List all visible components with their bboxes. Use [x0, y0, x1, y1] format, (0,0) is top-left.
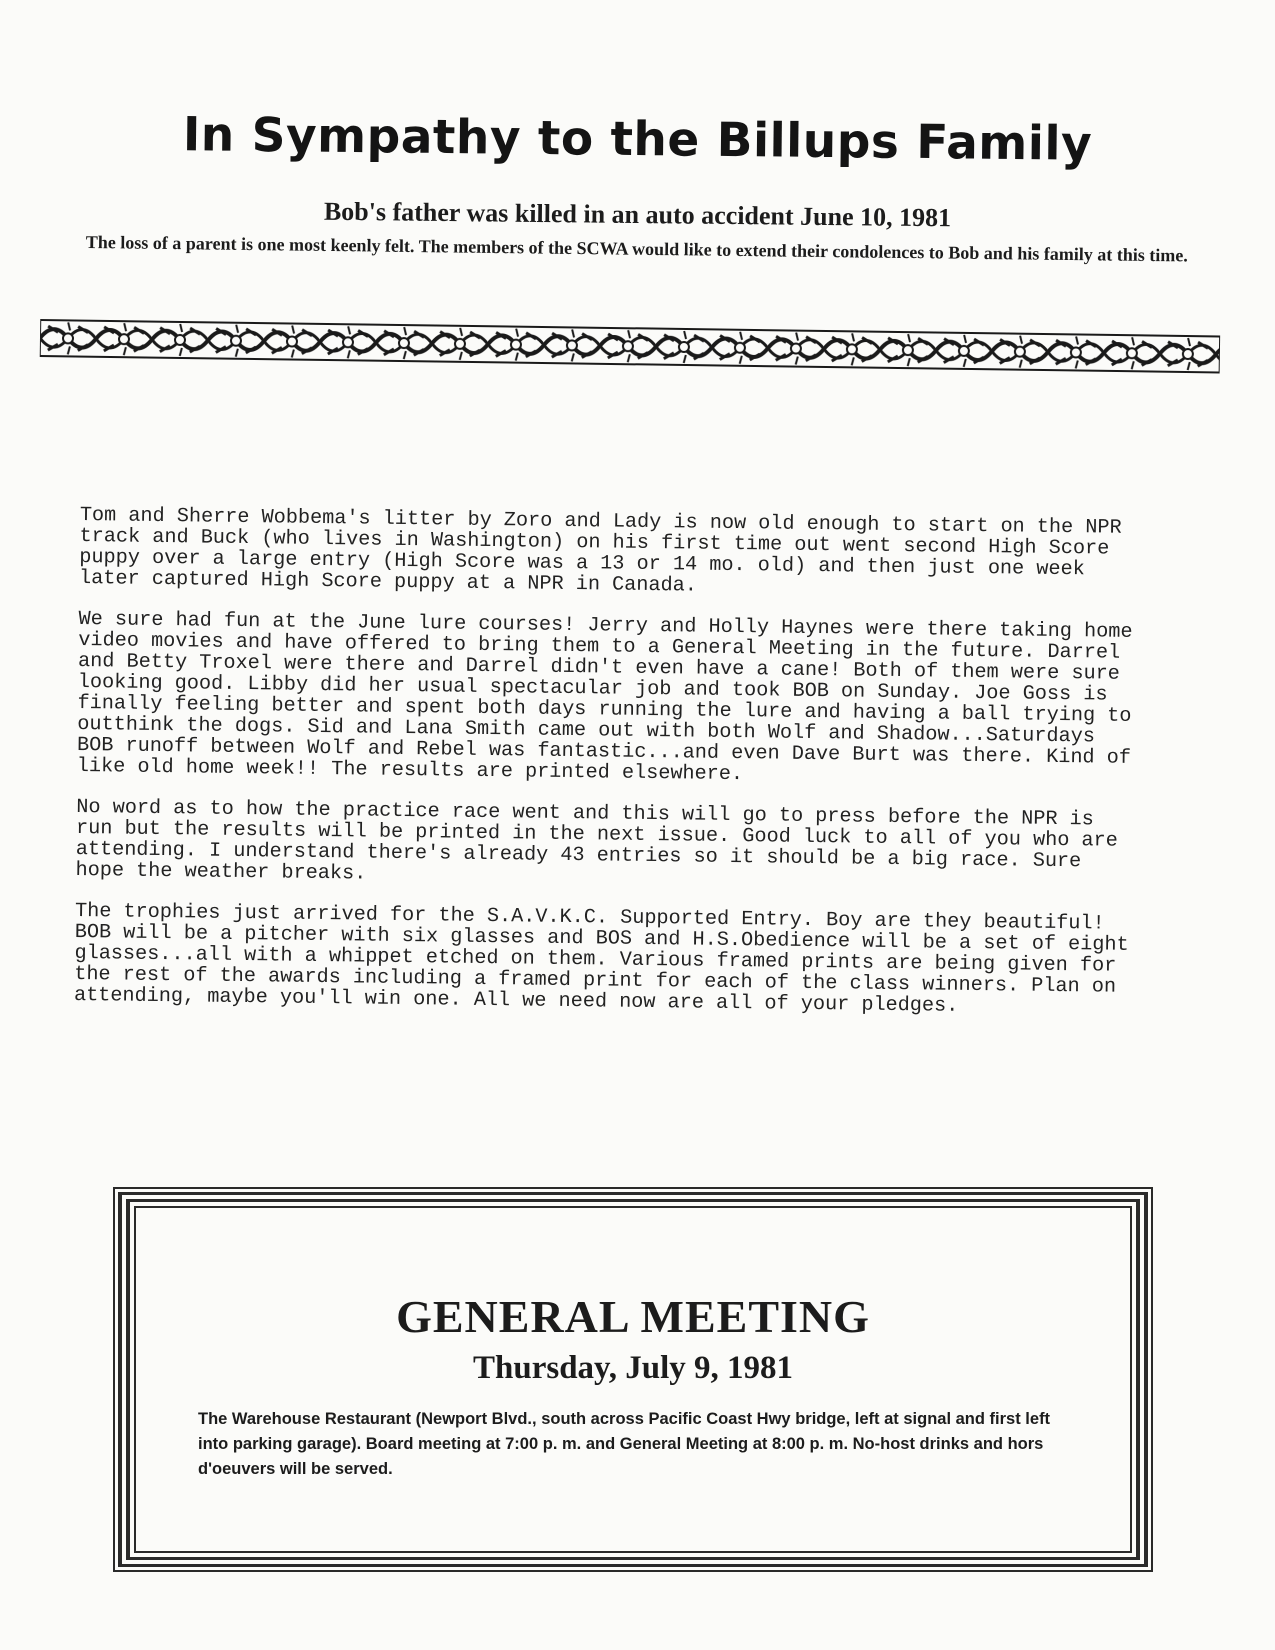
condolence-message: The loss of a parent is one most keenly felt. The members of the SCWA would like to extend their condolences to Bob and his family at this time.: [85, 231, 1188, 266]
meeting-details: The Warehouse Restaurant (Newport Blvd., south across Pacific Coast Hwy bridge, left at signal and first left into parking garage). Board meeting at 7:00 p. m. and General Meeting at 8:00 p. m. No-host drinks and hors d'oeuvers will be served.: [198, 1410, 1051, 1478]
meeting-title: GENERAL MEETING: [396, 1291, 870, 1342]
meeting-date: Thursday, July 9, 1981: [472, 1350, 793, 1386]
general-meeting-box: [118, 1192, 1148, 1567]
sympathy-subtitle: Bob's father was killed in an auto accident June 10, 1981: [323, 196, 952, 233]
news-paragraph-lure-courses: We sure had fun at the June lure courses! Jerry and Holly Haynes were there taking home video movies and have offered to bring them to a General Meeting in the future. Darrel and Betty Troxel were there and Darrel didn't even have a cane! Both of them were sure looking good. Libby did her usual spectacular job and took BOB on Sunday. Joe Goss is finally feeling better and spent both days running the lure and having a ball trying to outthink the dogs. Sid and Lana Smith came out with both Wolf and Shadow...Saturdays BOB runoff between Wolf and Rebel was fantastic...and even Dave Burt was there. Kind of like old home week!! The results are printed elsewhere.: [76, 607, 1133, 787]
news-body: [74, 505, 1140, 1039]
news-paragraph-litter: Tom and Sherre Wobbema's litter by Zoro and Lady is now old enough to start on the NPR track and Buck (who lives in Washington) on his first time out went second High Score puppy over a large entry (High Score was a 13 or 14 mo. old) and then just one week later captured High Score puppy at a NPR in Canada.: [78, 504, 1122, 598]
news-paragraph-trophies: The trophies just arrived for the S.A.V.K.C. Supported Entry. Boy are they beautiful! BOB will be a pitcher with six glasses and BOS and H.S.Obedience will be a set of eight glasses...all with a whippet etched on them. Various framed prints are being given for the rest of the awards including a framed print for each of the class winners. Plan on attending, maybe you'll win one. All we need now are all of your pledges.: [73, 899, 1129, 1018]
floral-border-divider: [40, 318, 1220, 374]
news-paragraph-practice-race: No word as to how the practice race went and this will go to press before the NPR is run but the results will be printed in the next issue. Good luck to all of you who are attending. I understand there's already 43 entries so it should be a big race. Sure hope the weather breaks.: [75, 795, 1118, 886]
sympathy-title: In Sympathy to the Billups Family: [182, 107, 1093, 172]
